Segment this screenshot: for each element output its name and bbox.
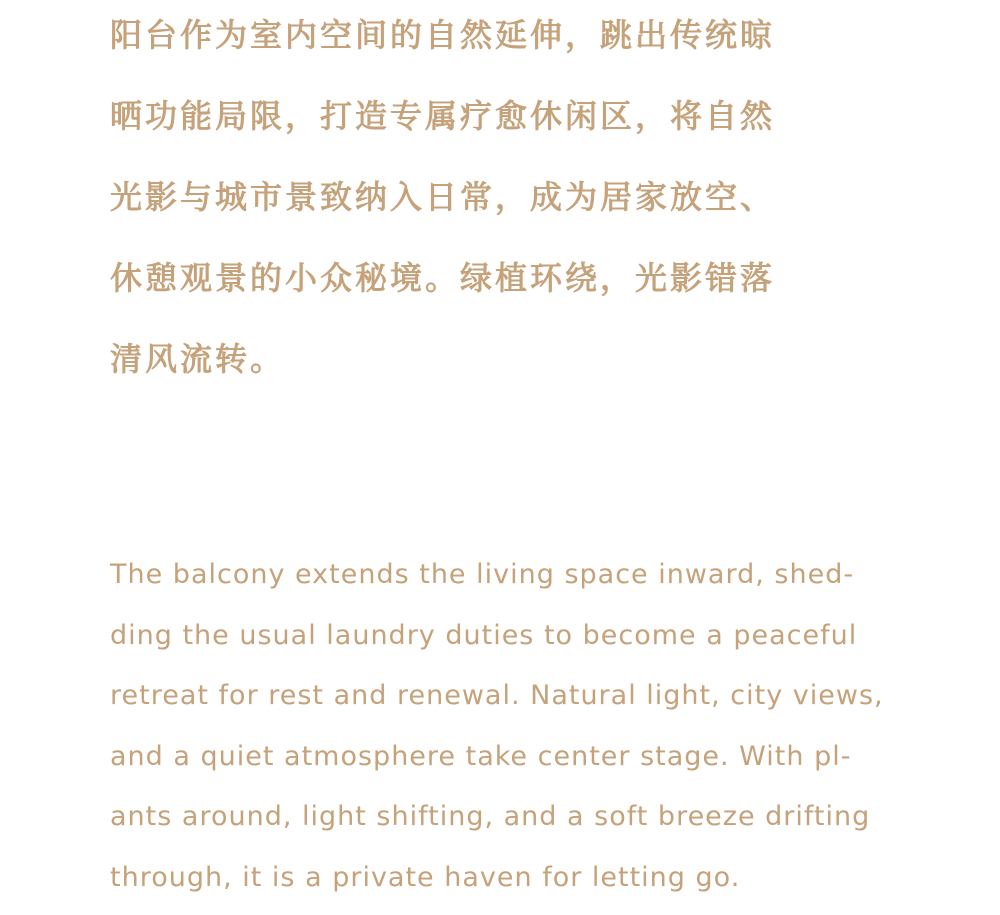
english-paragraph-line: through, it is a private haven for letting go. [110, 855, 970, 915]
english-paragraph-line: ants around, light shifting, and a soft breeze drifting [110, 794, 970, 855]
chinese-paragraph [110, 8, 910, 413]
chinese-paragraph-line: 阳台作为室内空间的自然延伸，跳出传统晾 [110, 8, 910, 89]
english-paragraph-line: ding the usual laundry duties to become a peaceful [110, 613, 970, 674]
chinese-paragraph-line: 休憩观景的小众秘境。绿植环绕，光影错落 [110, 251, 910, 332]
chinese-paragraph-line: 光影与城市景致纳入日常，成为居家放空、 [110, 170, 910, 251]
english-paragraph-line: The balcony extends the living space inward, shed- [110, 552, 970, 613]
chinese-paragraph-line: 清风流转。 [110, 332, 910, 413]
chinese-paragraph-line: 晒功能局限，打造专属疗愈休闲区，将自然 [110, 89, 910, 170]
english-paragraph-line: and a quiet atmosphere take center stage. With pl- [110, 734, 970, 795]
english-paragraph-line: retreat for rest and renewal. Natural light, city views, [110, 673, 970, 734]
english-paragraph [110, 552, 970, 915]
